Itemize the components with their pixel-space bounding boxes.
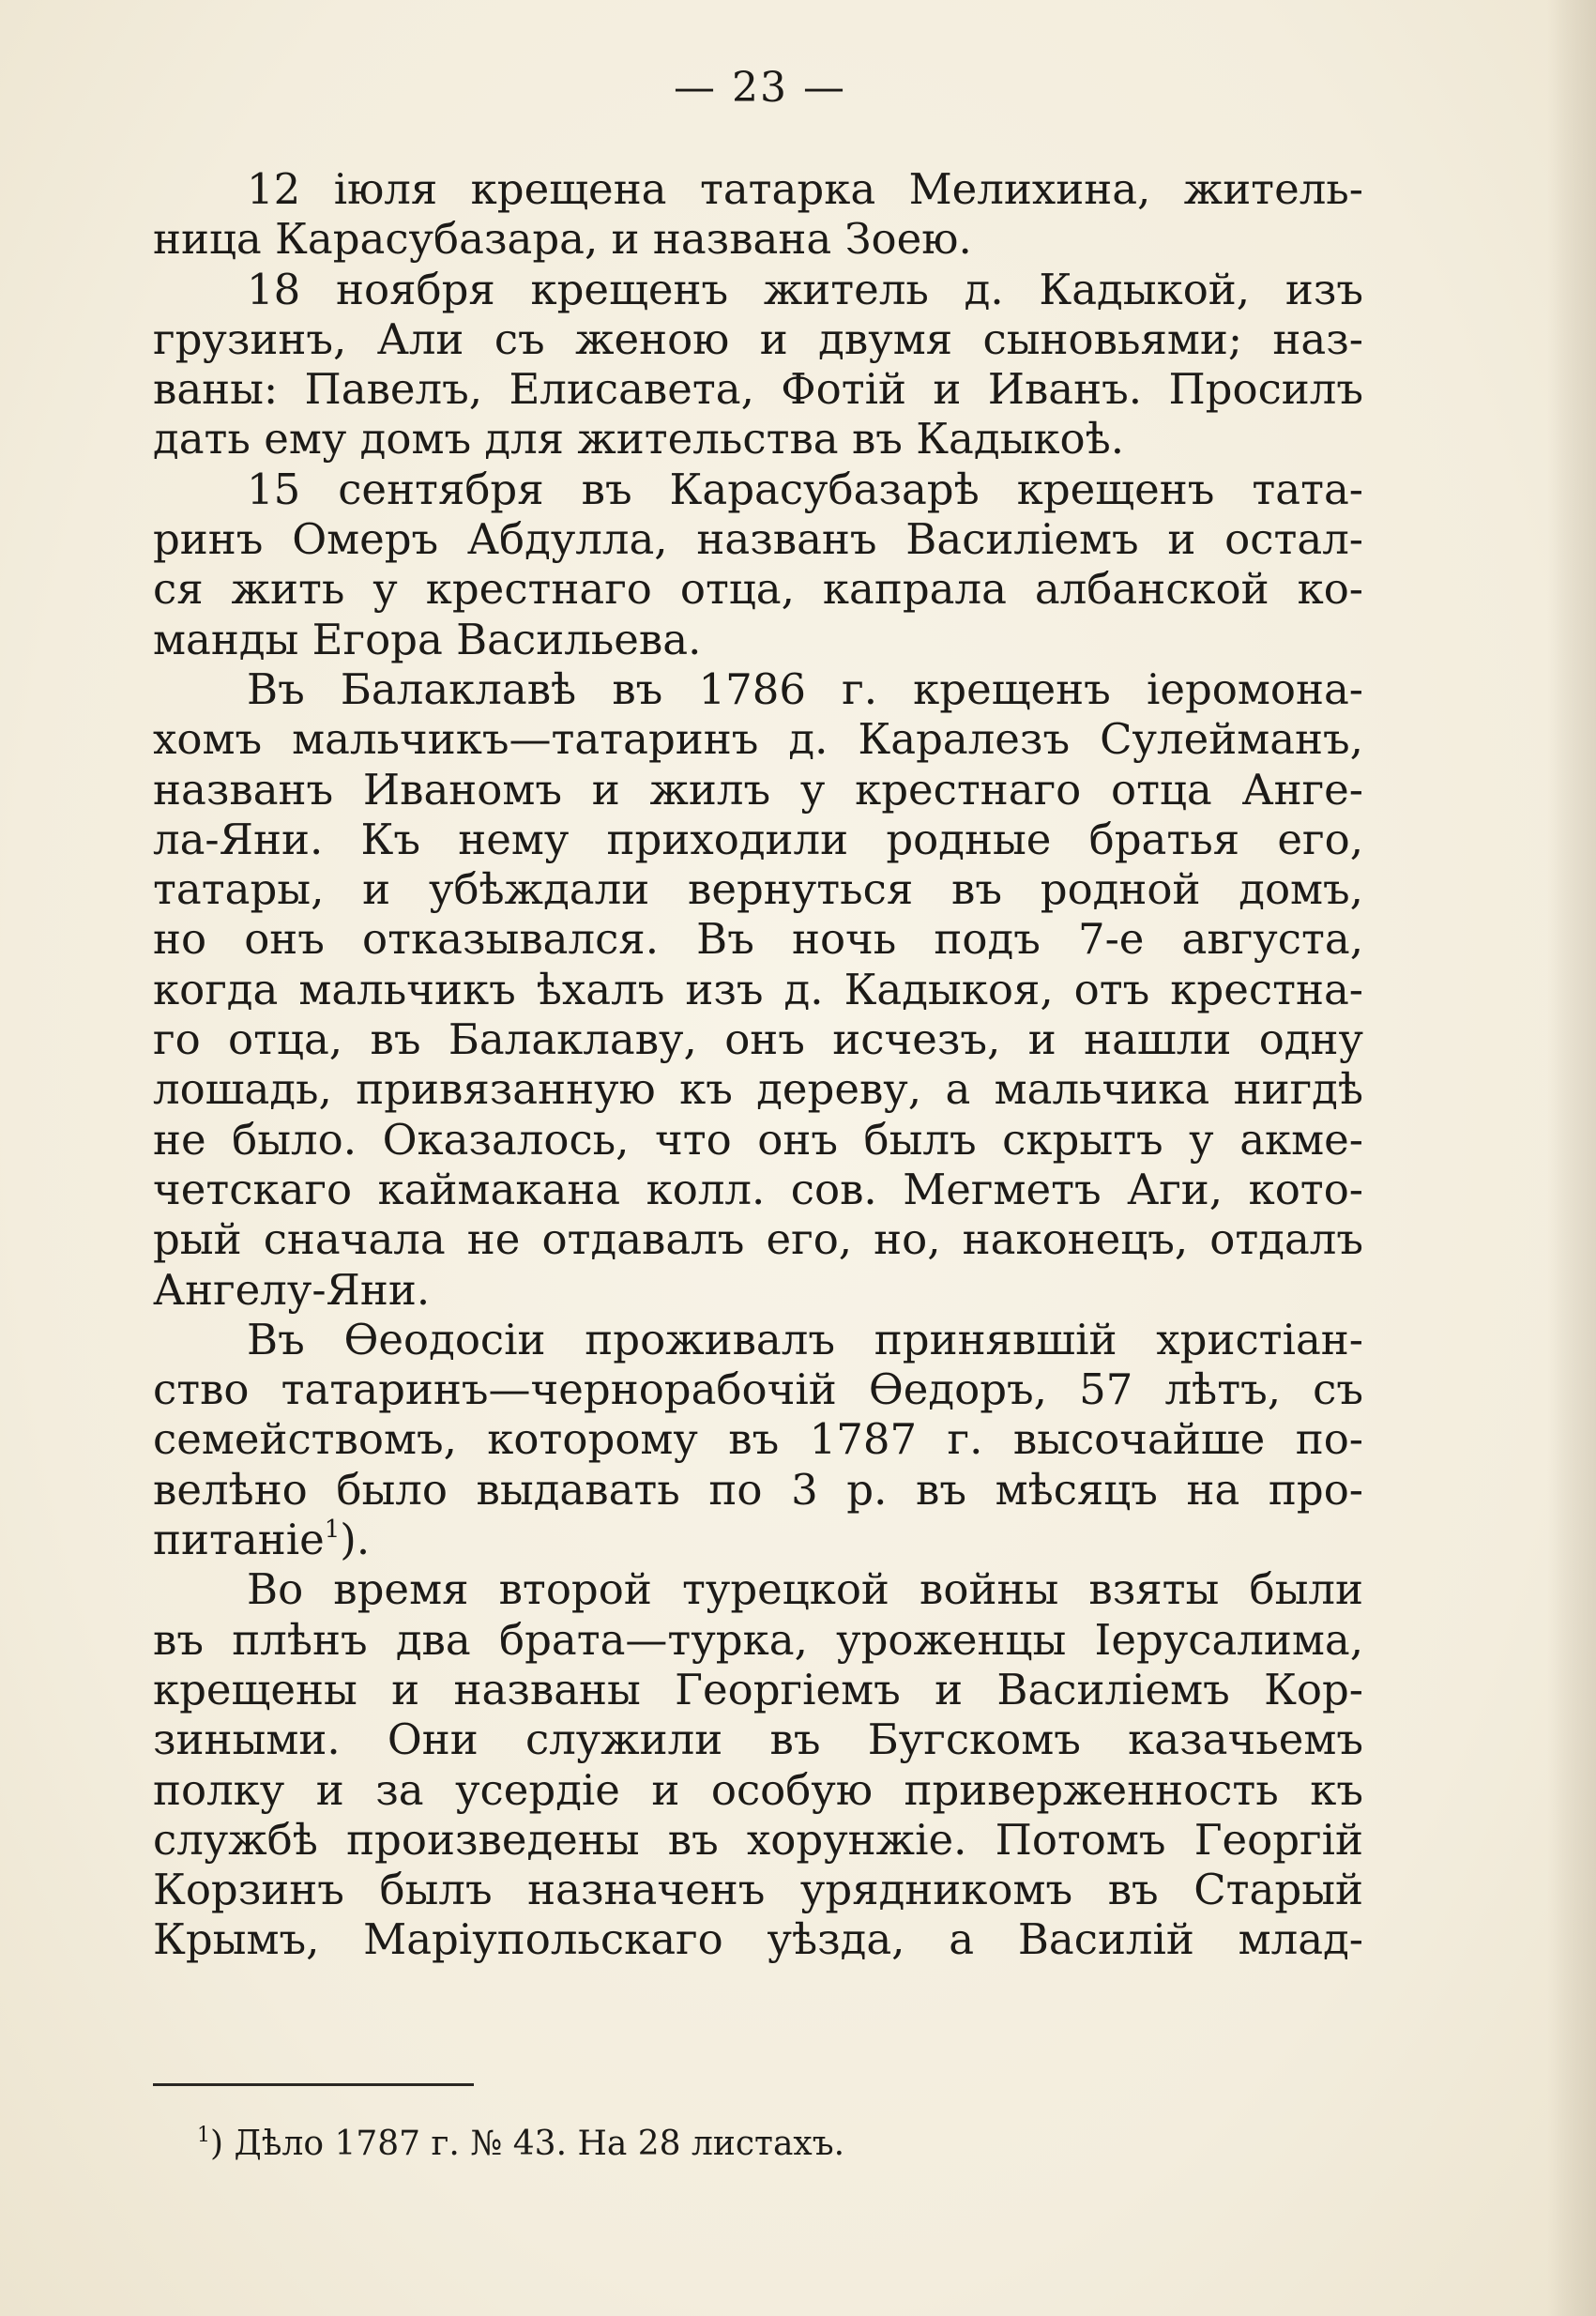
text-line-content: семействомъ, которому въ 1787 г. высочайше по- — [153, 1414, 1363, 1465]
text-line-content: Въ Ѳеодосіи проживалъ принявшій христіан- — [247, 1314, 1363, 1364]
text-line-content: Въ Балаклавѣ въ 1786 г. крещенъ іеромона- — [247, 663, 1363, 714]
text-line — [153, 1765, 1363, 1815]
text-line-content: ринъ Омеръ Абдулла, названъ Василіемъ и остал- — [153, 514, 1363, 565]
text-line-content: но онъ отказывался. Въ ночь подъ 7-е августа, — [153, 914, 1363, 965]
text-line — [153, 1265, 1363, 1315]
page-edge-shadow — [1547, 0, 1596, 2316]
footnote-marker: 1 — [197, 2124, 210, 2147]
text-line — [153, 1465, 1363, 1515]
text-line-content: питаніе — [153, 1515, 325, 1565]
text-line — [153, 1865, 1363, 1914]
text-line-content: 12 іюля крещена татарка Мелихина, житель- — [247, 164, 1363, 214]
text-line-content: грузинъ, Али съ женою и двумя сыновьями; наз- — [153, 313, 1363, 364]
text-line — [153, 265, 1363, 314]
text-line — [153, 914, 1363, 964]
footnote-divider — [153, 2083, 474, 2086]
text-line — [153, 214, 1363, 264]
text-line — [153, 765, 1363, 815]
text-line-content: 15 сентября въ Карасубазарѣ крещенъ тата- — [247, 464, 1363, 514]
text-line-content: велѣно было выдавать по 3 р. въ мѣсяцъ на про- — [153, 1464, 1363, 1515]
text-line-content: зиными. Они служили въ Бугскомъ казачьемъ — [153, 1714, 1363, 1765]
text-line — [153, 414, 1363, 464]
text-line — [153, 1665, 1363, 1714]
text-line — [153, 1064, 1363, 1114]
text-line-content: не было. Оказалось, что онъ былъ скрытъ у акме- — [153, 1114, 1363, 1165]
body-text — [153, 164, 1363, 1965]
text-line-content: го отца, въ Балаклаву, онъ исчезъ, и нашли одну — [153, 1014, 1363, 1065]
text-line — [153, 1815, 1363, 1865]
text-line-content: Во время второй турецкой войны взяты были — [247, 1564, 1363, 1615]
text-line — [153, 1165, 1363, 1214]
text-line-content: ница Карасубазара, и названа Зоею. — [153, 214, 972, 265]
text-line — [153, 864, 1363, 914]
text-line-content: ся жить у крестнаго отца, капрала албанской ко- — [153, 564, 1363, 615]
text-line — [153, 1714, 1363, 1764]
text-line — [153, 1364, 1363, 1414]
text-line — [153, 1564, 1363, 1614]
text-line — [153, 164, 1363, 214]
text-line-tail: ). — [340, 1515, 371, 1565]
footnote — [197, 2123, 1323, 2166]
text-line-content: татары, и убѣждали вернуться въ родной домъ, — [153, 864, 1363, 915]
text-line-content: четскаго каймакана колл. сов. Мегметъ Аги, кото- — [153, 1164, 1363, 1214]
text-line-content: дать ему домъ для жительства въ Кадыкоѣ. — [153, 414, 1125, 465]
text-line-content: манды Егора Васильева. — [153, 614, 702, 664]
text-line — [153, 1914, 1363, 1964]
text-line — [153, 664, 1363, 714]
text-line — [153, 1115, 1363, 1165]
text-line-content: полку и за усердіе и особую приверженность къ — [153, 1764, 1363, 1815]
text-line — [153, 564, 1363, 614]
text-line — [153, 615, 1363, 664]
text-line-content: Ангелу-Яни. — [153, 1264, 431, 1315]
text-line — [153, 465, 1363, 514]
text-line — [153, 314, 1363, 364]
text-line — [153, 1214, 1363, 1264]
text-line — [153, 1315, 1363, 1364]
text-line-content: ваны: Павелъ, Елисавета, Фотій и Иванъ. Просилъ — [153, 364, 1363, 415]
text-line — [153, 1014, 1363, 1064]
text-line-content: хомъ мальчикъ—татаринъ д. Каралезъ Сулейманъ, — [153, 714, 1363, 765]
text-line-content: когда мальчикъ ѣхалъ изъ д. Кадыкоя, отъ крестна- — [153, 964, 1363, 1014]
text-line — [153, 1615, 1363, 1665]
text-line-content: въ плѣнъ два брата—турка, уроженцы Іерусалима, — [153, 1614, 1363, 1665]
text-line-content: службѣ произведены въ хорунжіе. Потомъ Георгій — [153, 1814, 1363, 1865]
text-line-content: ла-Яни. Къ нему приходили родные братья его, — [153, 814, 1363, 864]
text-line — [153, 815, 1363, 864]
text-line-content: лошадь, привязанную къ дереву, а мальчика нигдѣ — [153, 1064, 1363, 1115]
text-line-content: Крымъ, Маріупольскаго уѣзда, а Василій млад- — [153, 1914, 1363, 1965]
footnote-text: ) Дѣло 1787 г. № 43. На 28 листахъ. — [210, 2125, 845, 2163]
footnote-reference: 1 — [324, 1516, 341, 1545]
text-line — [153, 1515, 1363, 1564]
page-number: — 23 — — [674, 64, 846, 112]
text-line-content: крещены и названы Георгіемъ и Василіемъ Кор- — [153, 1664, 1363, 1714]
text-line-content: ство татаринъ—чернорабочій Ѳедоръ, 57 лѣтъ, съ — [153, 1364, 1363, 1415]
text-line — [153, 714, 1363, 764]
text-line — [153, 514, 1363, 564]
text-line-content: названъ Иваномъ и жилъ у крестнаго отца Анге- — [153, 764, 1363, 815]
text-line — [153, 1414, 1363, 1464]
text-line-content: Корзинъ былъ назначенъ урядникомъ въ Старый — [153, 1865, 1363, 1915]
text-line — [153, 965, 1363, 1014]
text-line-content: 18 ноября крещенъ житель д. Кадыкой, изъ — [247, 264, 1363, 314]
text-line-content: рый сначала не отдавалъ его, но, наконецъ, отдалъ — [153, 1214, 1363, 1265]
text-line — [153, 364, 1363, 414]
